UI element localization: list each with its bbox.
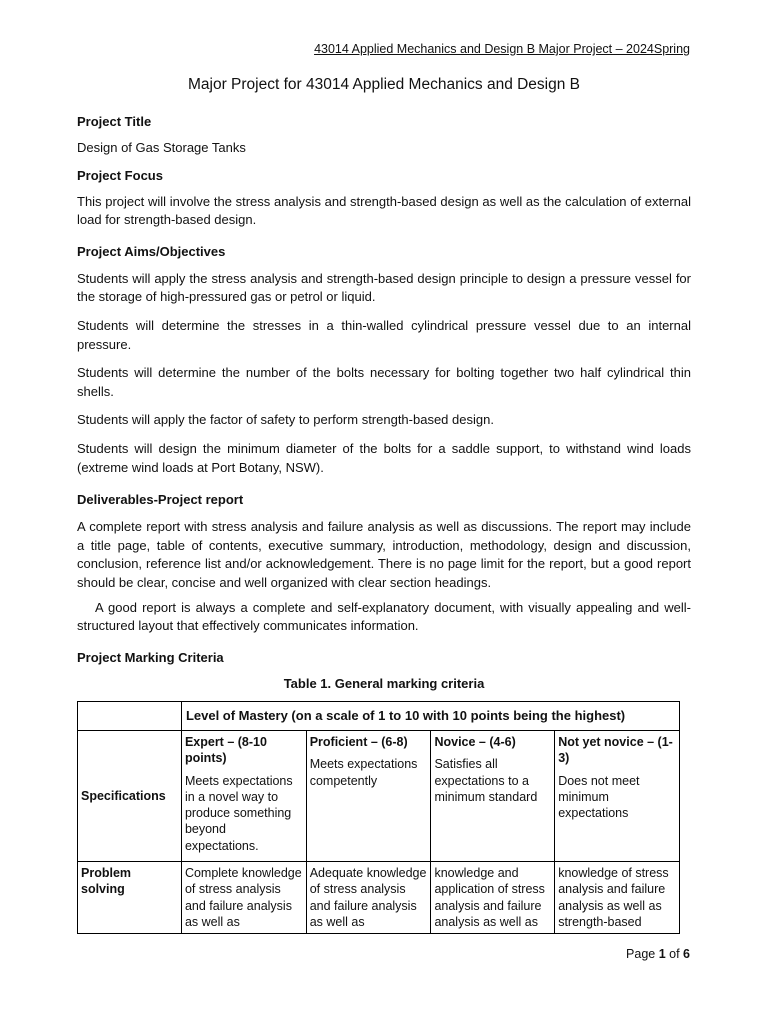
- table-cell: [431, 730, 555, 861]
- level-name: Novice – (4-6): [434, 734, 516, 749]
- aim-paragraph: Students will design the minimum diameter of the bolts for a saddle support, to withstand wind loads (extreme wind loads at Port Botany, NSW).: [77, 440, 691, 475]
- table-row: [78, 861, 680, 933]
- table-row: [78, 701, 680, 730]
- table-caption: Table 1. General marking criteria: [283, 675, 485, 691]
- level-name: Proficient – (6-8): [309, 734, 408, 749]
- deliverables-heading: Deliverables-Project report: [77, 492, 244, 508]
- problem-solving-label: Problem solving: [78, 861, 182, 933]
- page-prefix: Page: [626, 947, 659, 961]
- level-description: Meets expectations in a novel way to produce something beyond expectations.: [184, 773, 293, 853]
- mastery-header: Level of Mastery (on a scale of 1 to 10 with 10 points being the highest): [181, 701, 679, 730]
- table-cell: Adequate knowledge of stress analysis and failure analysis as well as: [306, 861, 431, 933]
- table-cell: knowledge of stress analysis and failure analysis as well as strength-based: [555, 861, 680, 933]
- level-name: Expert – (8-10 points): [184, 734, 267, 766]
- aim-paragraph: Students will apply the factor of safety to perform strength-based design.: [77, 412, 494, 428]
- table-row: [78, 730, 680, 861]
- aim-paragraph: Students will apply the stress analysis and strength-based design principle to design a pressure vessel for the storage of high-pressured gas or petrol or liquid.: [77, 270, 691, 305]
- deliverables-paragraph: A complete report with stress analysis and failure analysis as well as discussions. The report may include a title page, table of contents, executive summary, introduction, methodology, design and discussion, conclusion, reference list and/or acknowledgement. There is no page limit for the report, but a good report should be clear, concise and well organized with clear section headings.: [77, 519, 691, 590]
- running-header: 43014 Applied Mechanics and Design B Major Project – 2024Spring: [314, 42, 690, 56]
- level-description: Does not meet minimum expectations: [558, 773, 640, 821]
- document-body: [77, 113, 691, 934]
- level-name: Not yet novice – (1-3): [558, 734, 673, 766]
- table-cell: Complete knowledge of stress analysis and failure analysis as well as: [181, 861, 306, 933]
- project-focus-heading: Project Focus: [77, 167, 163, 183]
- aim-paragraph: Students will determine the number of the bolts necessary for bolting together two half cylindrical thin shells.: [77, 365, 691, 399]
- table-cell: [306, 730, 431, 861]
- marking-criteria-heading: Project Marking Criteria: [77, 649, 224, 665]
- deliverables-paragraph: A good report is always a complete and self-explanatory document, with visually appealing and well-structured layout that effectively communicates information.: [77, 599, 691, 634]
- page-separator: of: [665, 947, 684, 961]
- level-description: Meets expectations competently: [309, 757, 418, 788]
- total-pages: 6: [683, 947, 690, 961]
- table-cell-empty: [78, 701, 182, 730]
- marking-criteria-table: [77, 701, 680, 934]
- table-cell: knowledge and application of stress analysis and failure analysis as well as: [431, 861, 555, 933]
- document-title: Major Project for 43014 Applied Mechanics and Design B: [187, 76, 581, 93]
- level-description: Satisfies all expectations to a minimum standard: [434, 757, 538, 804]
- page-number: [626, 947, 690, 961]
- specifications-label: Specifications: [78, 730, 182, 861]
- table-cell: [181, 730, 306, 861]
- project-focus-text: This project will involve the stress analysis and strength-based design as well as the calculation of external load for strength-based design.: [77, 193, 691, 228]
- project-title-text: Design of Gas Storage Tanks: [77, 140, 246, 155]
- aim-paragraph: Students will determine the stresses in a thin-walled cylindrical pressure vessel due to an internal pressure.: [77, 317, 691, 352]
- current-page: 1: [658, 947, 666, 961]
- project-title-heading: Project Title: [77, 114, 152, 129]
- table-cell: [555, 730, 680, 861]
- project-aims-heading: Project Aims/Objectives: [77, 243, 226, 259]
